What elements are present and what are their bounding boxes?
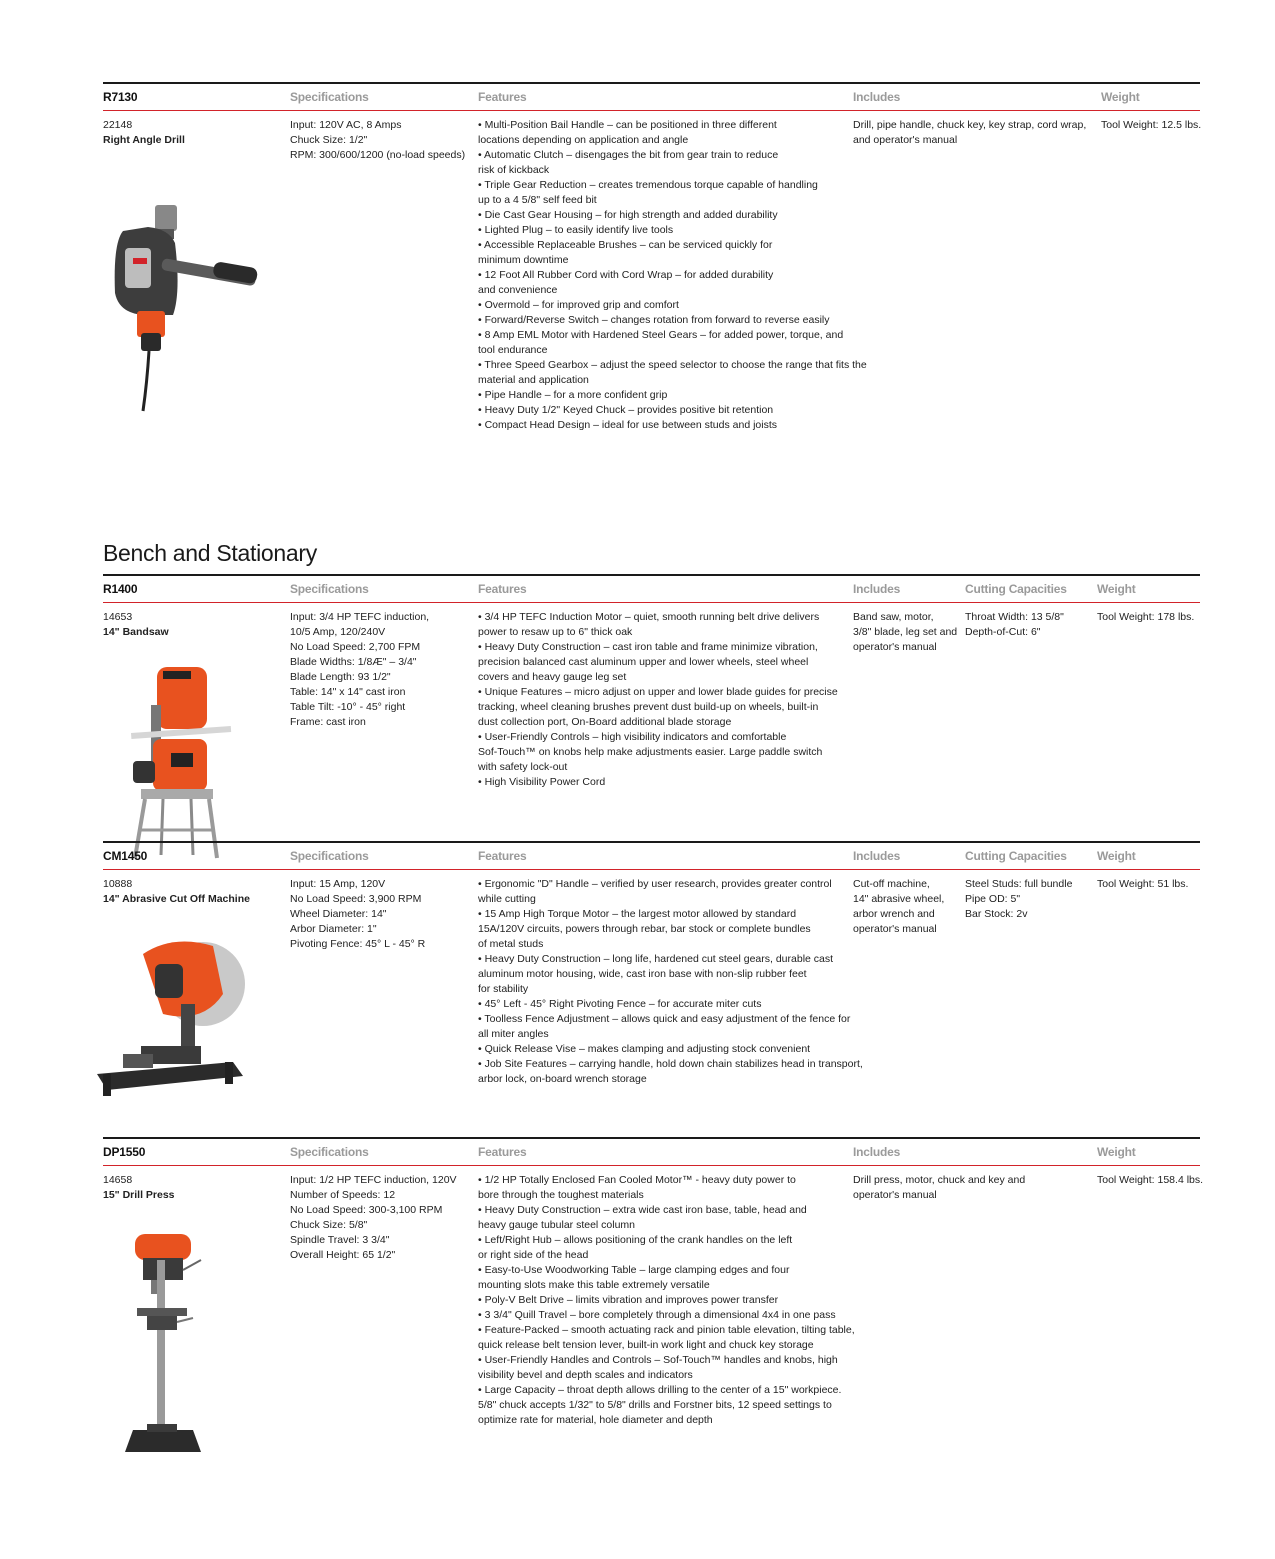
feature-item: • Three Speed Gearbox – adjust the speed selector to choose the range that fits the material and application (478, 359, 867, 386)
product-name: 14" Bandsaw (103, 626, 169, 638)
weight-label: Weight (1097, 582, 1136, 596)
feature-item: • Heavy Duty Construction – long life, hardened cut steel gears, durable cast aluminum motor housing, wide, cast iron base with non-slip rubber feet for stability (478, 953, 834, 995)
specifications-label: Specifications (290, 1145, 369, 1159)
feature-item: • User-Friendly Handles and Controls – Sof-Touch™ handles and knobs, high visibility bevel and depth scales and indicators (478, 1354, 838, 1381)
weight-value: Tool Weight: 12.5 lbs. (1101, 119, 1202, 131)
weight-label: Weight (1097, 849, 1136, 863)
includes-label: Includes (853, 849, 901, 863)
spec-line: Spindle Travel: 3 3/4" (290, 1234, 390, 1246)
model-number: R7130 (103, 90, 138, 104)
features-label: Features (478, 582, 527, 596)
specs-column (290, 877, 425, 952)
section-title: Bench and Stationary (103, 540, 317, 566)
specs-column (290, 118, 465, 163)
features-label: Features (478, 90, 527, 104)
product-id: 14653 (103, 611, 133, 623)
feature-item: • Quick Release Vise – makes clamping and adjusting stock convenient (478, 1043, 811, 1055)
feature-item: • Easy-to-Use Woodworking Table – large clamping edges and four mounting slots make this table extremely versatile (478, 1264, 790, 1291)
product-id-column (103, 1173, 175, 1203)
product-dp1550 (103, 1137, 1204, 1426)
product-name: 14" Abrasive Cut Off Machine (103, 893, 250, 905)
feature-item: • 45° Left - 45° Right Pivoting Fence – for accurate miter cuts (478, 998, 762, 1010)
includes-label: Includes (853, 582, 901, 596)
spec-line: Blade Length: 93 1/2" (290, 671, 391, 683)
product-header (103, 841, 1200, 870)
weight-value: Tool Weight: 178 lbs. (1097, 611, 1195, 623)
features-list (478, 877, 863, 1087)
includes-column: Drill press, motor, chuck and key and operator's manual (853, 1174, 1026, 1201)
feature-item: • Triple Gear Reduction – creates tremendous torque capable of handling up to a 4 5/8" self feed bit (478, 179, 818, 206)
model-number: DP1550 (103, 1145, 146, 1159)
feature-item: • Pipe Handle – for a more confident grip (478, 389, 668, 401)
feature-item: • 3/4 HP TEFC Induction Motor – quiet, smooth running belt drive delivers power to resaw up to 6" thick oak (478, 611, 820, 638)
drill-press-photo (121, 1230, 211, 1460)
feature-item: • 8 Amp EML Motor with Hardened Steel Gears – for added power, torque, and tool endurance (478, 329, 844, 356)
specs-column (290, 610, 429, 730)
product-header (103, 1137, 1200, 1166)
feature-item: • 1/2 HP Totally Enclosed Fan Cooled Motor™ - heavy duty power to bore through the toughest materials (478, 1174, 796, 1201)
feature-item: • Ergonomic "D" Handle – verified by user research, provides greater control while cutting (478, 878, 832, 905)
spec-line: Wheel Diameter: 14" (290, 908, 387, 920)
spec-line: Input: 15 Amp, 120V (290, 878, 386, 890)
feature-item: • Compact Head Design – ideal for use between studs and joists (478, 419, 778, 431)
spec-line: Table: 14" x 14" cast iron (290, 686, 406, 698)
spec-line: Pivoting Fence: 45° L - 45° R (290, 938, 426, 950)
spec-line: Frame: cast iron (290, 716, 366, 728)
feature-item: • Job Site Features – carrying handle, hold down chain stabilizes head in transport, arbor lock, on-board wrench storage (478, 1058, 863, 1085)
cutting-capacities-label: Cutting Capacities (965, 849, 1067, 863)
product-name: 15" Drill Press (103, 1189, 175, 1201)
features-list (478, 610, 838, 790)
feature-item: • Left/Right Hub – allows positioning of the crank handles on the left or right side of the head (478, 1234, 793, 1261)
product-cm1450 (103, 841, 1200, 1085)
includes-label: Includes (853, 1145, 901, 1159)
weight-value: Tool Weight: 158.4 lbs. (1097, 1174, 1204, 1186)
feature-item: • Heavy Duty Construction – cast iron table and frame minimize vibration, precision balanced cast aluminum upper and lower wheels, steel wheel covers and heavy gauge leg set (478, 641, 818, 683)
spec-line: No Load Speed: 300-3,100 RPM (290, 1204, 443, 1216)
specifications-label: Specifications (290, 582, 369, 596)
product-id-column (103, 118, 185, 148)
feature-item: • Overmold – for improved grip and comfort (478, 299, 679, 311)
feature-item: • 3 3/4" Quill Travel – bore completely through a dimensional 4x4 in one pass (478, 1309, 836, 1321)
feature-item: • Accessible Replaceable Brushes – can be serviced quickly for minimum downtime (478, 239, 773, 266)
feature-item: • Unique Features – micro adjust on upper and lower blade guides for precise tracking, wheel cleaning brushes prevent dust build-up on wheels, built-in dust collection port, On-Board additional blade storage (478, 686, 838, 728)
specifications-label: Specifications (290, 849, 369, 863)
feature-item: • Heavy Duty Construction – extra wide cast iron base, table, head and heavy gauge tubular steel column (478, 1204, 807, 1231)
feature-item: • Lighted Plug – to easily identify live tools (478, 224, 674, 236)
feature-item: • Toolless Fence Adjustment – allows quick and easy adjustment of the fence for all miter angles (478, 1013, 851, 1040)
feature-item: • 12 Foot All Rubber Cord with Cord Wrap – for added durability and convenience (478, 269, 774, 296)
feature-item: • Heavy Duty 1/2" Keyed Chuck – provides positive bit retention (478, 404, 774, 416)
spec-line: Chuck Size: 5/8" (290, 1219, 368, 1231)
feature-item: • Die Cast Gear Housing – for high strength and added durability (478, 209, 778, 221)
spec-line: Blade Widths: 1/8Æ" – 3/4" (290, 656, 417, 668)
cutting-capacities-column: Throat Width: 13 5/8" Depth-of-Cut: 6" (965, 611, 1064, 638)
feature-item: • High Visibility Power Cord (478, 776, 606, 788)
product-name: Right Angle Drill (103, 134, 185, 146)
feature-item: • Large Capacity – throat depth allows drilling to the center of a 15" workpiece. 5/8" chuck accepts 1/32" to 5/8" drills and Forstner bits, 12 speed settings to optimize rate for material, hole diameter and depth (478, 1384, 842, 1426)
spec-line: Input: 1/2 HP TEFC induction, 120V (290, 1174, 457, 1186)
product-id: 10888 (103, 878, 133, 890)
spec-line: Arbor Diameter: 1" (290, 923, 377, 935)
weight-label: Weight (1101, 90, 1140, 104)
product-r7130 (103, 82, 1202, 431)
feature-item: • Multi-Position Bail Handle – can be positioned in three different locations depending on application and angle (478, 119, 777, 146)
feature-item: • User-Friendly Controls – high visibility indicators and comfortable Sof-Touch™ on knobs help make adjustments easier. Large paddle switch with safety lock-out (478, 731, 823, 773)
product-header (103, 82, 1200, 111)
product-id: 14658 (103, 1174, 133, 1186)
spec-line: Number of Speeds: 12 (290, 1189, 396, 1201)
model-number: R1400 (103, 582, 138, 596)
spec-line: Overall Height: 65 1/2" (290, 1249, 396, 1261)
spec-line: No Load Speed: 3,900 RPM (290, 893, 422, 905)
spec-line: No Load Speed: 2,700 FPM (290, 641, 421, 653)
product-id-column (103, 877, 250, 907)
spec-line: Input: 3/4 HP TEFC induction, (290, 611, 430, 623)
cutting-capacities-label: Cutting Capacities (965, 582, 1067, 596)
cut-off-machine-photo (93, 934, 248, 1104)
bandsaw-photo (113, 665, 233, 860)
features-list (478, 1173, 855, 1428)
specifications-label: Specifications (290, 90, 369, 104)
right-angle-drill-photo (103, 203, 263, 413)
feature-item: • Poly-V Belt Drive – limits vibration and improves power transfer (478, 1294, 779, 1306)
includes-column: Drill, pipe handle, chuck key, key strap, cord wrap, and operator's manual (853, 119, 1087, 146)
weight-label: Weight (1097, 1145, 1136, 1159)
product-id-column (103, 610, 169, 640)
product-header (103, 574, 1200, 603)
includes-column: Cut-off machine, 14" abrasive wheel, arbor wrench and operator's manual (853, 878, 945, 935)
feature-item: • 15 Amp High Torque Motor – the largest motor allowed by standard 15A/120V circuits, powers through rebar, bar stock or complete bundles of metal studs (478, 908, 811, 950)
product-r1400 (103, 574, 1200, 788)
features-label: Features (478, 849, 527, 863)
spec-line: 10/5 Amp, 120/240V (290, 626, 386, 638)
specs-column (290, 1173, 457, 1263)
includes-label: Includes (853, 90, 901, 104)
features-label: Features (478, 1145, 527, 1159)
spec-line: Input: 120V AC, 8 Amps (290, 119, 402, 131)
spec-line: RPM: 300/600/1200 (no-load speeds) (290, 149, 466, 161)
spec-line: Chuck Size: 1/2" (290, 134, 368, 146)
features-list (478, 118, 867, 433)
model-number: CM1450 (103, 849, 148, 863)
feature-item: • Feature-Packed – smooth actuating rack and pinion table elevation, tilting table, quick release belt tension lever, built-in work light and chuck key storage (478, 1324, 855, 1351)
feature-item: • Automatic Clutch – disengages the bit from gear train to reduce risk of kickback (478, 149, 779, 176)
spec-line: Table Tilt: -10° - 45° right (290, 701, 406, 713)
weight-value: Tool Weight: 51 lbs. (1097, 878, 1189, 890)
includes-column: Band saw, motor, 3/8" blade, leg set and operator's manual (853, 611, 958, 653)
product-id: 22148 (103, 119, 133, 131)
feature-item: • Forward/Reverse Switch – changes rotation from forward to reverse easily (478, 314, 830, 326)
cutting-capacities-column: Steel Studs: full bundle Pipe OD: 5" Bar Stock: 2v (965, 878, 1073, 920)
